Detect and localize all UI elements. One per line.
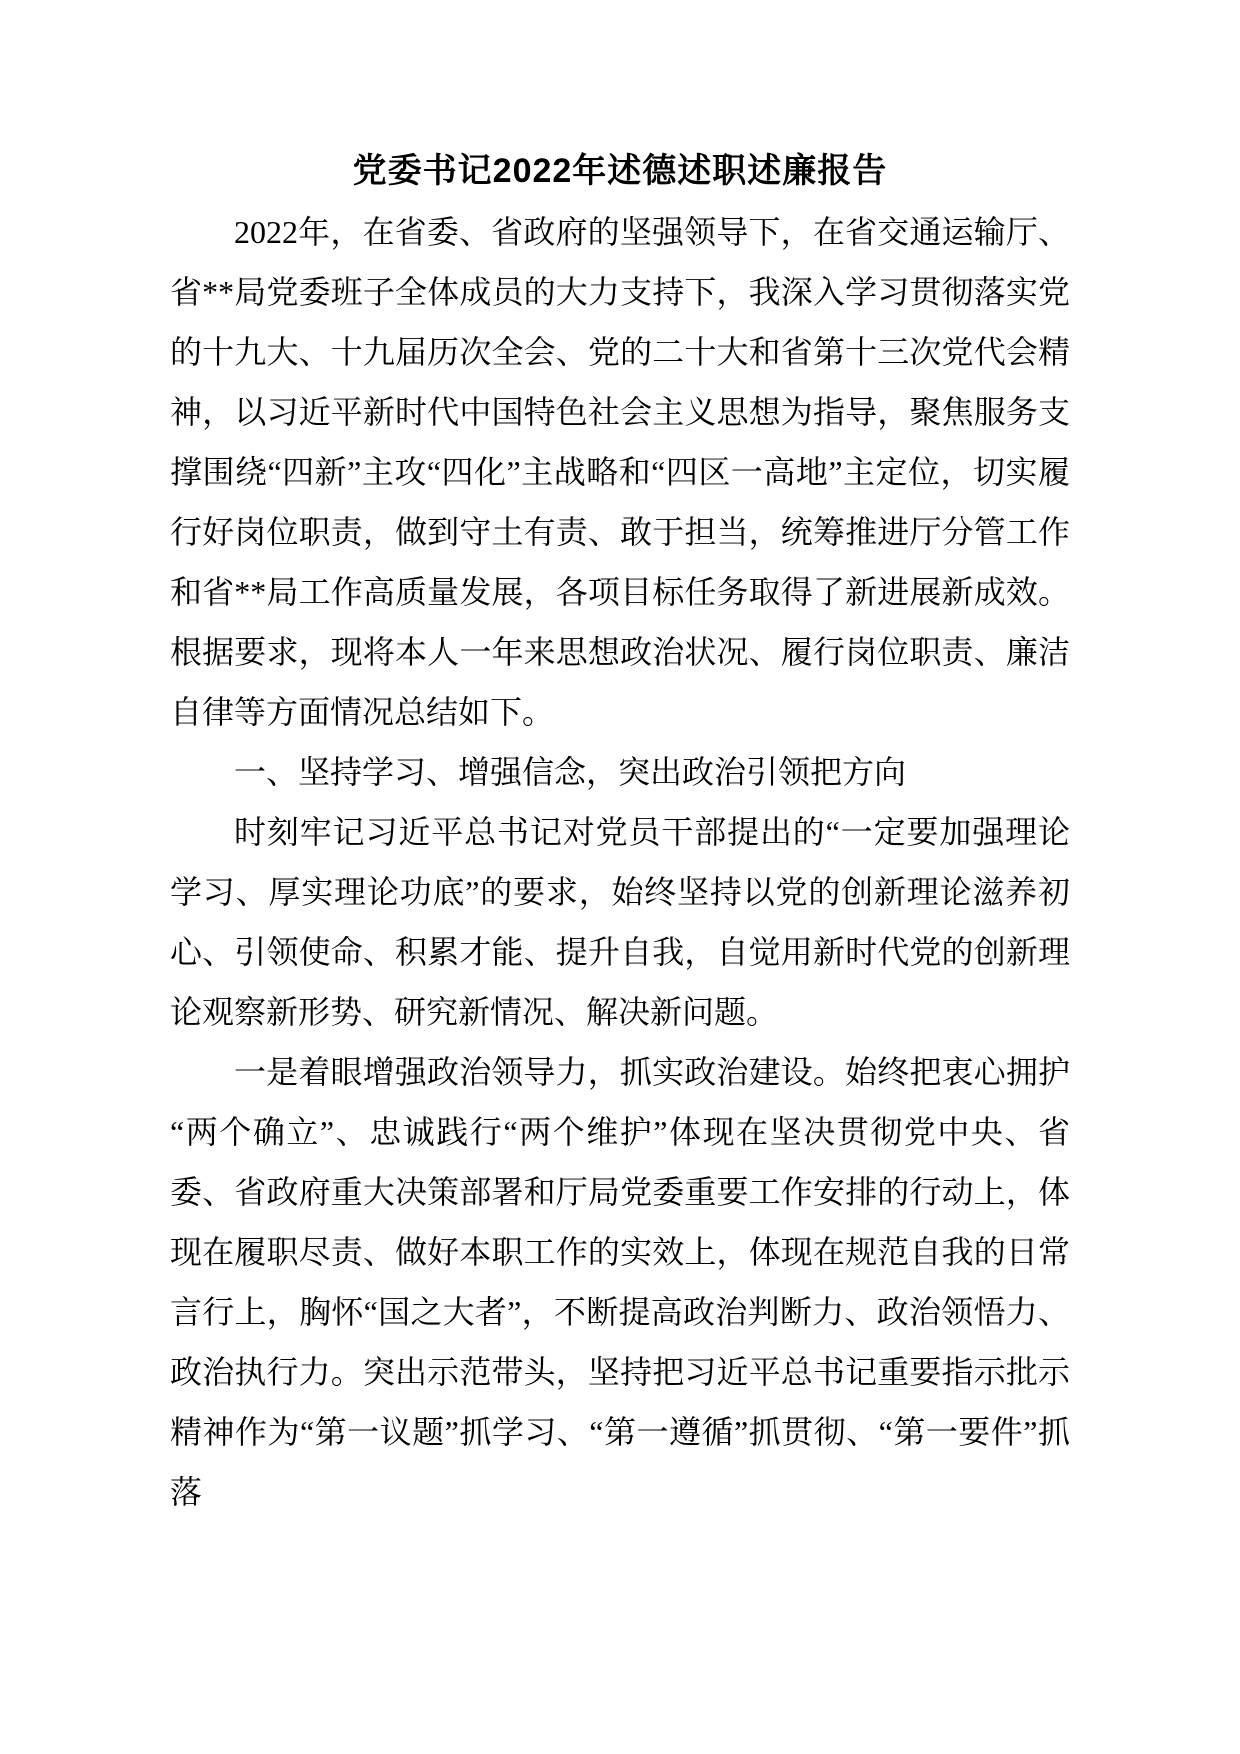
paragraph: 时刻牢记习近平总书记对党员干部提出的“一定要加强理论学习、厚实理论功底”的要求，始终坚持以党的创新理论滋养初心、引领使命、积累才能、提升自我，自觉用新时代党的创新理论观察新形势、研究新情况、解决新问题。 [170, 814, 1070, 1030]
section-heading-1: 一、坚持学习、增强信念，突出政治引领把方向 [234, 754, 907, 790]
paragraph: 一是着眼增强政治领导力，抓实政治建设。始终把衷心拥护“两个确立”、忠诚践行“两个维护”体现在坚决贯彻党中央、省委、省政府重大决策部署和厅局党委重要工作安排的行动上，体现在履职尽责、做好本职工作的实效上，体现在规范自我的日常言行上，胸怀“国之大者”，不断提高政治判断力、政治领悟力、政治执行力。突出示范带头，坚持把习近平总书记重要指示批示精神作为“第一议题”抓学习、“第一遵循”抓贯彻、“第一要件”抓落 [170, 1054, 1070, 1510]
document-title: 党委书记2022年述德述职述廉报告 [352, 152, 888, 190]
paragraph-intro: 2022年，在省委、省政府的坚强领导下，在省交通运输厅、省**局党委班子全体成员的大力支持下，我深入学习贯彻落实党的十九大、十九届历次全会、党的二十大和省第十三次党代会精神，以习近平新时代中国特色社会主义思想为指导，聚焦服务支撑围绕“四新”主攻“四化”主战略和“四区一高地”主定位，切实履行好岗位职责，做到守土有责、敢于担当，统筹推进厅分管工作和省**局工作高质量发展，各项目标任务取得了新进展新成效。根据要求，现将本人一年来思想政治状况、履行岗位职责、廉洁自律等方面情况总结如下。 [170, 214, 1070, 730]
